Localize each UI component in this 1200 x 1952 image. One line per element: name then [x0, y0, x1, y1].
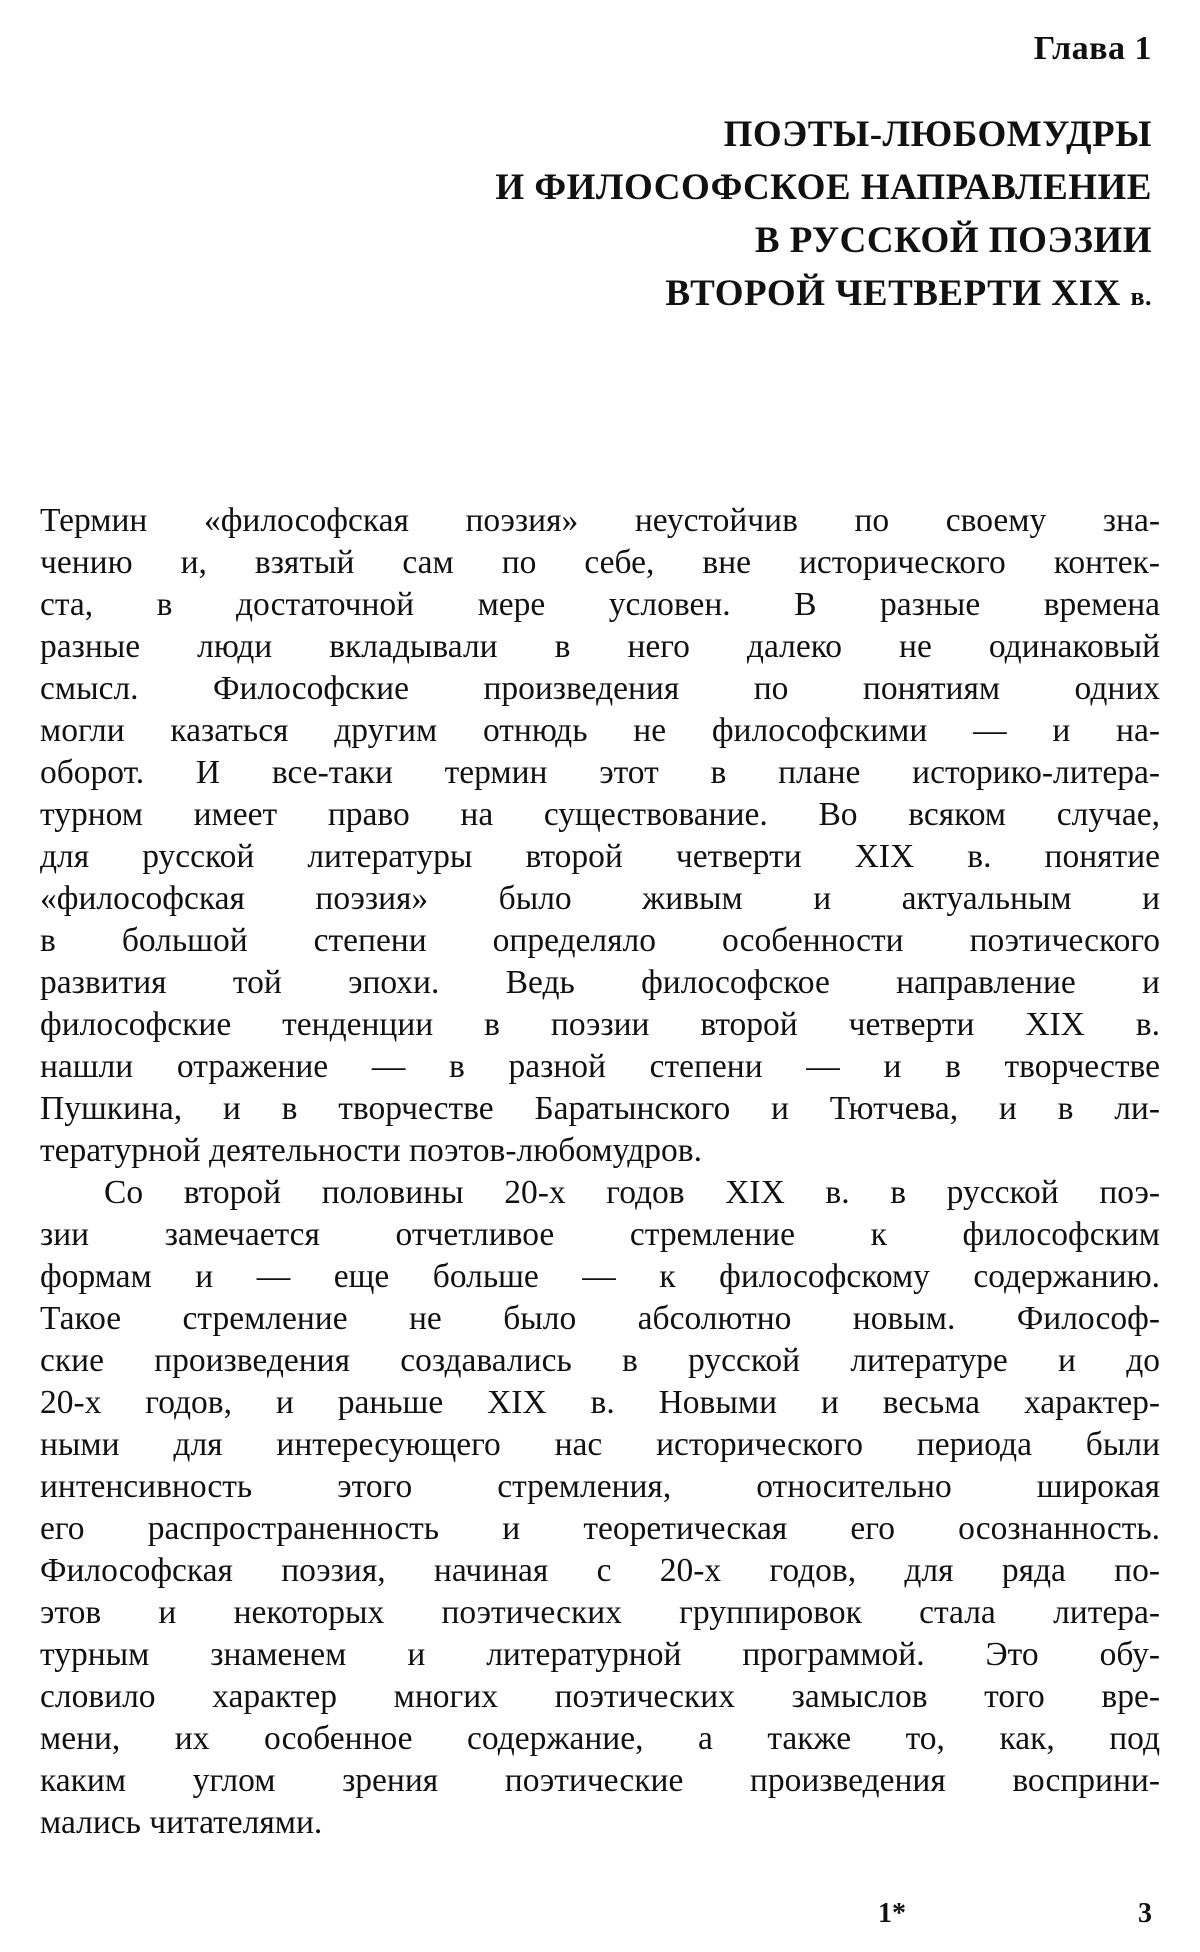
text-line: 20-х годов, и раньше XIX в. Новыми и весьма характер-	[40, 1384, 1160, 1421]
text-line: турном имеет право на существование. Во всяком случае,	[40, 796, 1160, 833]
text-line: интенсивность этого стремления, относительно широкая	[40, 1468, 1160, 1505]
text-line: «философская поэзия» было живым и актуальным и	[40, 880, 1160, 917]
text-line: разные люди вкладывали в него далеко не одинаковый	[40, 628, 1160, 665]
text-line: Пушкина, и в творчестве Баратынского и Тютчева, и в ли-	[40, 1090, 1160, 1127]
text-line: каким углом зрения поэтические произведения восприни-	[40, 1762, 1160, 1799]
text-line: этов и некоторых поэтических группировок стала литера-	[40, 1594, 1160, 1631]
text-line: Термин «философская поэзия» неустойчив по своему зна-	[40, 502, 1160, 539]
text-line: Философская поэзия, начиная с 20-х годов, для ряда по-	[40, 1552, 1160, 1589]
body-text	[40, 500, 1160, 1844]
text-line: нашли отражение — в разной степени — и в творчестве	[40, 1048, 1160, 1085]
chapter-title	[52, 108, 1152, 323]
text-line: мени, их особенное содержание, а также то, как, под	[40, 1720, 1160, 1757]
page-number: 3	[1138, 1898, 1152, 1929]
text-line: развития той эпохи. Ведь философское направление и	[40, 964, 1160, 1001]
chapter-title-line-text: ВТОРОЙ ЧЕТВЕРТИ XIX	[665, 273, 1121, 314]
text-line: оборот. И все-таки термин этот в плане историко-литера-	[40, 754, 1160, 791]
paragraph-2	[40, 1172, 1160, 1844]
chapter-title-suffix: в.	[1130, 282, 1152, 311]
signature-mark: 1*	[878, 1898, 906, 1929]
chapter-title-line: ПОЭТЫ-ЛЮБОМУДРЫ	[723, 114, 1152, 155]
chapter-title-line	[52, 267, 1152, 323]
paragraph-1	[40, 500, 1160, 1172]
text-line: могли казаться другим отнюдь не философскими — и на-	[40, 712, 1160, 749]
chapter-title-line: В РУССКОЙ ПОЭЗИИ	[754, 220, 1152, 261]
text-line: чению и, взятый сам по себе, вне исторического контек-	[40, 544, 1160, 581]
text-line: турным знаменем и литературной программой. Это обу-	[40, 1636, 1160, 1673]
text-line: смысл. Философские произведения по понятиям одних	[40, 670, 1160, 707]
text-line: для русской литературы второй четверти XIX в. понятие	[40, 838, 1160, 875]
text-line: ста, в достаточной мере условен. В разные времена	[40, 586, 1160, 623]
text-line: ские произведения создавались в русской литературе и до	[40, 1342, 1160, 1379]
chapter-title-line: И ФИЛОСОФСКОЕ НАПРАВЛЕНИЕ	[495, 167, 1152, 208]
text-line: тературной деятельности поэтов-любомудров.	[40, 1132, 702, 1169]
text-line: Такое стремление не было абсолютно новым. Философ-	[40, 1300, 1160, 1337]
text-line: в большой степени определяло особенности поэтического	[40, 922, 1160, 959]
text-line: ными для интересующего нас исторического периода были	[40, 1426, 1160, 1463]
text-line: его распространенность и теоретическая его осознанность.	[40, 1510, 1160, 1547]
text-line: формам и — еще больше — к философскому содержанию.	[40, 1258, 1160, 1295]
text-line: Со второй половины 20-х годов XIX в. в русской поэ-	[104, 1174, 1160, 1211]
chapter-label: Глава 1	[1033, 30, 1152, 67]
text-line: зии замечается отчетливое стремление к философским	[40, 1216, 1160, 1253]
text-line: словило характер многих поэтических замыслов того вре-	[40, 1678, 1160, 1715]
text-line: философские тенденции в поэзии второй четверти XIX в.	[40, 1006, 1160, 1043]
text-line: мались читателями.	[40, 1804, 323, 1841]
